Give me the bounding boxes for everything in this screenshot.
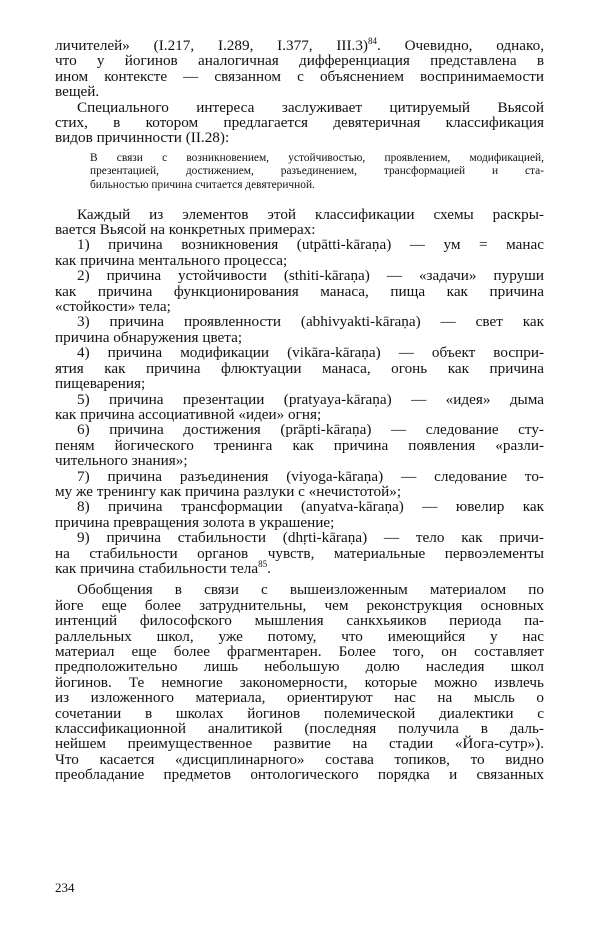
- list-item-line: как причина ментального процесса;: [55, 251, 288, 269]
- paragraph-line: предположительно лишь небольшую долю наследия школ: [55, 658, 544, 676]
- list-item-line: му же тренингу как причина разлуки с «нечистотой»;: [55, 482, 402, 500]
- list-item-line: 5) причина презентации (pratyaya-kāraṇa) — «идея» дыма: [77, 390, 544, 408]
- list-item-line: 2) причина устойчивости (sthiti-kāraṇa) — «задачи» пуруши: [77, 267, 544, 285]
- list-item-line: ятия как причина флюктуации манаса, огонь как причина: [55, 359, 544, 377]
- text-line: личителей» (I.217, I.289, I.377, III.3)$^{84}$. Очевидно, однако,: [55, 36, 544, 54]
- list-item-line: на стабильности органов чувств, материальные первоэлементы: [55, 544, 544, 562]
- quote-line: презентацией, достижением, разъединением, трансформацией и ста-: [90, 165, 544, 178]
- footnote-ref: 84: [368, 36, 377, 46]
- list-item-line: причина обнаружения цвета;: [55, 328, 243, 346]
- paragraph-line: Обобщения в связи с вышеизложенным материалом по: [77, 581, 544, 599]
- list-item-line: чительного знания»;: [55, 452, 188, 470]
- quote-line: В связи с возникновением, устойчивостью, проявлением, модификацией,: [90, 151, 544, 164]
- paragraph-line: йоге еще более затруднительны, чем реконструкция основных: [55, 596, 544, 614]
- list-item-line: как причина функционирования манаса, пища как причина: [55, 282, 544, 300]
- paragraph-line: Специального интереса заслуживает цитируемый Вьясой: [77, 98, 544, 116]
- text-line: что у йогинов аналогичная дифференциация представлена в: [55, 52, 544, 70]
- body-line: Каждый из элементов этой классификации схемы раскры-: [77, 205, 544, 223]
- list-item-line: 9) причина стабильности (dhṛti-kāraṇa) — тело как причи-: [77, 529, 544, 547]
- text-line: ином контексте — связанном с объяснением воспринимаемости: [55, 67, 544, 85]
- list-item-line: пищеварения;: [55, 375, 146, 393]
- quote-line: бильностью причина считается девятеричной.: [90, 179, 315, 192]
- footnote-ref: 85: [258, 558, 268, 569]
- list-item-line: 8) причина трансформации (anyatva-kāraṇa) — ювелир как: [77, 498, 544, 516]
- list-item-line: 7) причина разъединения (viyoga-kāraṇa) — следование то-: [77, 467, 544, 485]
- list-item-line: как причина стабильности тела$^{85}$.: [55, 558, 271, 577]
- paragraph-line: материал еще более фрагментарен. Более того, он составляет: [55, 643, 544, 660]
- text-line: вещей.: [55, 83, 100, 101]
- paragraph-line: сочетании в школах йогинов полемической диалектики с: [55, 704, 544, 722]
- list-item-line: пеням йогического тренинга как причина появления «разли-: [55, 436, 544, 454]
- paragraph-line: преобладание предметов онтологического порядка и связанных: [55, 766, 544, 784]
- page-number: 234: [55, 880, 75, 895]
- body-line: вается Вьясой на конкретных примерах:: [55, 221, 316, 239]
- paragraph-line: интенций философского мышления санкхьяиков периода па-: [55, 612, 544, 630]
- list-item-line: 3) причина проявленности (abhivyakti-kāraṇa) — свет как: [77, 313, 544, 331]
- list-item-line: 1) причина возникновения (utpātti-kāraṇa) — ум = манас: [77, 236, 544, 254]
- paragraph-line: раллельных школ, уже потому, что имеющийся у нас: [55, 627, 544, 645]
- list-item-line: 4) причина модификации (vikāra-kāraṇa) — объект воспри-: [77, 344, 544, 362]
- paragraph-line: стих, в котором предлагается девятеричная классификация: [55, 114, 544, 132]
- list-item-line: причина превращения золота в украшение;: [55, 513, 335, 531]
- paragraph-line: из изложенного материала, ориентируют нас на мысль о: [55, 689, 544, 707]
- list-item-line: 6) причина достижения (prāpti-kāraṇa) — следование сту-: [77, 421, 544, 439]
- list-item-line: как причина ассоциативной «идеи» огня;: [55, 405, 322, 423]
- list-item-line: «стойкости» тела;: [55, 298, 171, 316]
- paragraph-line: нейшем преимущественное развитие на стадии «Йога-сутр»).: [55, 735, 544, 753]
- paragraph-line: классификационной аналитикой (последняя получила в даль-: [55, 720, 544, 738]
- paragraph-line: видов причинности (II.28):: [55, 129, 230, 147]
- paragraph-line: Что касается «дисциплинарного» состава топиков, то видно: [55, 750, 544, 768]
- paragraph-line: йогинов. Те немногие закономерности, которые можно извлечь: [55, 673, 544, 691]
